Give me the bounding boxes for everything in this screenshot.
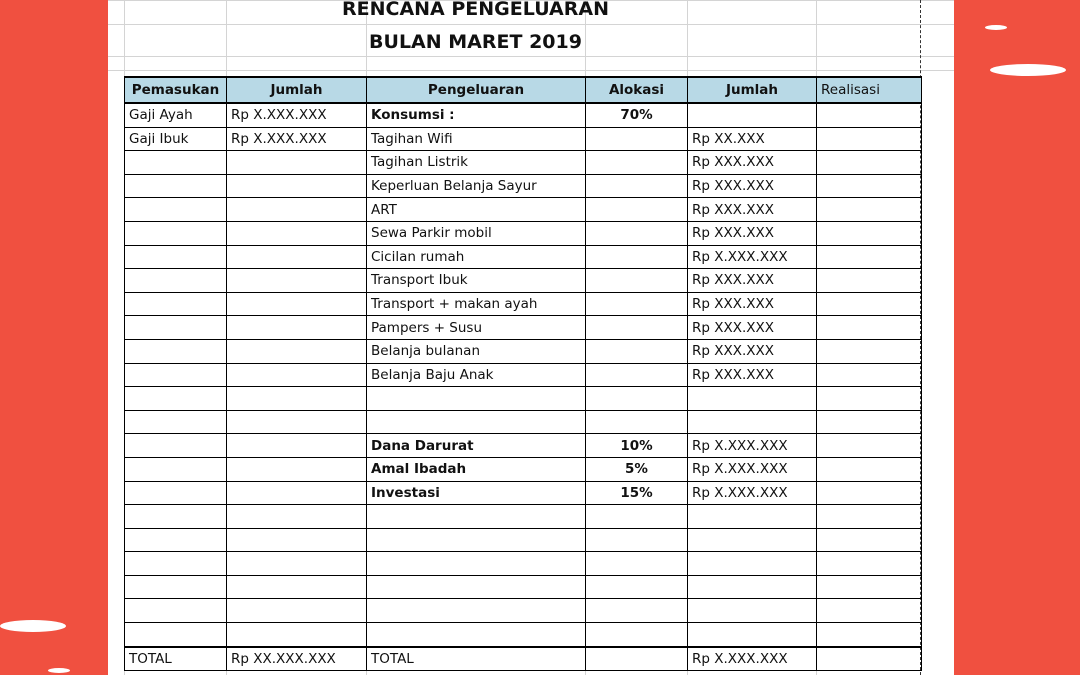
jumlah-pengeluaran-cell[interactable]	[688, 623, 817, 647]
table-row	[125, 339, 922, 363]
pemasukan-cell[interactable]	[125, 552, 227, 576]
sheet-subtitle: BULAN MARET 2019	[369, 31, 582, 53]
header-row	[125, 77, 922, 103]
pengeluaran-cell[interactable]: Keperluan Belanja Sayur	[367, 174, 586, 198]
alokasi-cell[interactable]	[586, 623, 688, 647]
pemasukan-cell[interactable]	[125, 599, 227, 623]
pemasukan-cell[interactable]	[125, 505, 227, 529]
total-realisasi-cell[interactable]	[817, 647, 922, 671]
jumlah-pemasukan-cell[interactable]: Rp X.XXX.XXX	[227, 103, 367, 127]
pengeluaran-cell[interactable]: Sewa Parkir mobil	[367, 221, 586, 245]
pengeluaran-cell[interactable]: Pampers + Susu	[367, 316, 586, 340]
jumlah-pengeluaran-cell[interactable]: Rp XXX.XXX	[688, 292, 817, 316]
pemasukan-cell[interactable]	[125, 269, 227, 293]
budget-table	[124, 76, 922, 671]
jumlah-pemasukan-cell[interactable]	[227, 434, 367, 458]
brush-stroke	[985, 25, 1007, 30]
alokasi-cell[interactable]: 15%	[586, 481, 688, 505]
pengeluaran-cell[interactable]: Transport + makan ayah	[367, 292, 586, 316]
realisasi-cell[interactable]	[817, 623, 922, 647]
realisasi-cell[interactable]	[817, 387, 922, 411]
realisasi-cell[interactable]	[817, 339, 922, 363]
alokasi-cell[interactable]	[586, 505, 688, 529]
jumlah-pengeluaran-cell[interactable]: Rp X.XXX.XXX	[688, 434, 817, 458]
table-row	[125, 151, 922, 175]
realisasi-cell[interactable]	[817, 316, 922, 340]
realisasi-cell[interactable]	[817, 599, 922, 623]
pengeluaran-cell[interactable]	[367, 575, 586, 599]
alokasi-cell[interactable]	[586, 198, 688, 222]
jumlah-pemasukan-cell[interactable]	[227, 410, 367, 434]
total-row	[125, 647, 922, 671]
alokasi-cell[interactable]: 5%	[586, 457, 688, 481]
jumlah-pemasukan-cell[interactable]	[227, 387, 367, 411]
pemasukan-cell[interactable]	[125, 623, 227, 647]
pemasukan-cell[interactable]	[125, 316, 227, 340]
jumlah-pengeluaran-cell[interactable]: Rp XXX.XXX	[688, 198, 817, 222]
pengeluaran-cell[interactable]	[367, 599, 586, 623]
realisasi-cell[interactable]	[817, 174, 922, 198]
pengeluaran-cell[interactable]: Dana Darurat	[367, 434, 586, 458]
pemasukan-cell[interactable]	[125, 221, 227, 245]
jumlah-pemasukan-cell[interactable]	[227, 481, 367, 505]
pengeluaran-cell[interactable]: Investasi	[367, 481, 586, 505]
jumlah-pengeluaran-cell[interactable]: Rp XXX.XXX	[688, 151, 817, 175]
jumlah-pemasukan-cell[interactable]	[227, 269, 367, 293]
jumlah-pengeluaran-cell[interactable]: Rp XXX.XXX	[688, 363, 817, 387]
jumlah-pengeluaran-cell[interactable]	[688, 410, 817, 434]
pemasukan-cell[interactable]: Gaji Ibuk	[125, 127, 227, 151]
realisasi-cell[interactable]	[817, 103, 922, 127]
table-row	[125, 292, 922, 316]
header-pengeluaran[interactable]: Pengeluaran	[367, 77, 586, 103]
brush-stroke	[0, 620, 66, 632]
realisasi-cell[interactable]	[817, 151, 922, 175]
jumlah-pemasukan-cell[interactable]	[227, 528, 367, 552]
jumlah-pengeluaran-cell[interactable]: Rp X.XXX.XXX	[688, 245, 817, 269]
pengeluaran-cell[interactable]	[367, 387, 586, 411]
total-pengeluaran-cell[interactable]: TOTAL	[367, 647, 586, 671]
table-row	[125, 103, 922, 127]
pemasukan-cell[interactable]	[125, 363, 227, 387]
jumlah-pemasukan-cell[interactable]	[227, 599, 367, 623]
jumlah-pemasukan-cell[interactable]	[227, 575, 367, 599]
jumlah-pemasukan-cell[interactable]	[227, 339, 367, 363]
table-row	[125, 221, 922, 245]
alokasi-cell[interactable]	[586, 387, 688, 411]
alokasi-cell[interactable]	[586, 552, 688, 576]
alokasi-cell[interactable]: 70%	[586, 103, 688, 127]
jumlah-pengeluaran-cell[interactable]: Rp XX.XXX	[688, 127, 817, 151]
table-row	[125, 198, 922, 222]
jumlah-pengeluaran-cell[interactable]: Rp X.XXX.XXX	[688, 457, 817, 481]
table-row	[125, 505, 922, 529]
jumlah-pemasukan-cell[interactable]	[227, 623, 367, 647]
header-jumlah-pengeluaran[interactable]: Jumlah	[688, 77, 817, 103]
realisasi-cell[interactable]	[817, 292, 922, 316]
realisasi-cell[interactable]	[817, 505, 922, 529]
pengeluaran-cell[interactable]	[367, 410, 586, 434]
alokasi-cell[interactable]	[586, 151, 688, 175]
pemasukan-cell[interactable]	[125, 151, 227, 175]
jumlah-pengeluaran-cell[interactable]: Rp X.XXX.XXX	[688, 481, 817, 505]
jumlah-pemasukan-cell[interactable]	[227, 151, 367, 175]
jumlah-pemasukan-cell[interactable]	[227, 316, 367, 340]
alokasi-cell[interactable]	[586, 410, 688, 434]
table-row	[125, 363, 922, 387]
table-row	[125, 434, 922, 458]
pemasukan-cell[interactable]	[125, 528, 227, 552]
table-row	[125, 127, 922, 151]
table-row	[125, 599, 922, 623]
pengeluaran-cell[interactable]	[367, 528, 586, 552]
header-pemasukan[interactable]: Pemasukan	[125, 77, 227, 103]
pengeluaran-cell[interactable]: Cicilan rumah	[367, 245, 586, 269]
jumlah-pemasukan-cell[interactable]	[227, 198, 367, 222]
jumlah-pemasukan-cell[interactable]	[227, 552, 367, 576]
realisasi-cell[interactable]	[817, 575, 922, 599]
spreadsheet	[108, 0, 954, 675]
jumlah-pengeluaran-cell[interactable]: Rp XXX.XXX	[688, 221, 817, 245]
header-alokasi[interactable]: Alokasi	[586, 77, 688, 103]
pemasukan-cell[interactable]	[125, 410, 227, 434]
realisasi-cell[interactable]	[817, 245, 922, 269]
jumlah-pemasukan-cell[interactable]	[227, 457, 367, 481]
table-row	[125, 174, 922, 198]
brush-stroke	[48, 668, 70, 673]
alokasi-cell[interactable]	[586, 127, 688, 151]
pemasukan-cell[interactable]	[125, 575, 227, 599]
jumlah-pemasukan-cell[interactable]	[227, 221, 367, 245]
realisasi-cell[interactable]	[817, 269, 922, 293]
pengeluaran-cell[interactable]: Tagihan Wifi	[367, 127, 586, 151]
jumlah-pemasukan-cell[interactable]: Rp X.XXX.XXX	[227, 127, 367, 151]
realisasi-cell[interactable]	[817, 127, 922, 151]
alokasi-cell[interactable]	[586, 245, 688, 269]
pemasukan-cell[interactable]	[125, 174, 227, 198]
pengeluaran-cell[interactable]: Amal Ibadah	[367, 457, 586, 481]
pemasukan-cell[interactable]	[125, 292, 227, 316]
pemasukan-cell[interactable]	[125, 245, 227, 269]
jumlah-pengeluaran-cell[interactable]: Rp XXX.XXX	[688, 339, 817, 363]
table-row	[125, 552, 922, 576]
realisasi-cell[interactable]	[817, 552, 922, 576]
header-realisasi[interactable]: Realisasi	[817, 77, 922, 103]
table-row	[125, 410, 922, 434]
jumlah-pengeluaran-cell[interactable]	[688, 528, 817, 552]
jumlah-pengeluaran-cell[interactable]	[688, 599, 817, 623]
jumlah-pemasukan-cell[interactable]	[227, 245, 367, 269]
pemasukan-cell[interactable]	[125, 387, 227, 411]
alokasi-cell[interactable]	[586, 221, 688, 245]
realisasi-cell[interactable]	[817, 410, 922, 434]
pengeluaran-cell[interactable]: Belanja bulanan	[367, 339, 586, 363]
alokasi-cell[interactable]: 10%	[586, 434, 688, 458]
alokasi-cell[interactable]	[586, 174, 688, 198]
jumlah-pemasukan-cell[interactable]	[227, 174, 367, 198]
alokasi-cell[interactable]	[586, 316, 688, 340]
table-row	[125, 316, 922, 340]
realisasi-cell[interactable]	[817, 457, 922, 481]
header-jumlah-pemasukan[interactable]: Jumlah	[227, 77, 367, 103]
table-row	[125, 481, 922, 505]
realisasi-cell[interactable]	[817, 434, 922, 458]
jumlah-pengeluaran-cell[interactable]	[688, 387, 817, 411]
pengeluaran-cell[interactable]	[367, 623, 586, 647]
table-row	[125, 528, 922, 552]
table-row	[125, 269, 922, 293]
pengeluaran-cell[interactable]	[367, 552, 586, 576]
alokasi-cell[interactable]	[586, 339, 688, 363]
pengeluaran-cell[interactable]: Belanja Baju Anak	[367, 363, 586, 387]
total-jumlah-pemasukan-cell[interactable]: Rp XX.XXX.XXX	[227, 647, 367, 671]
alokasi-cell[interactable]	[586, 599, 688, 623]
pemasukan-cell[interactable]	[125, 457, 227, 481]
alokasi-cell[interactable]	[586, 363, 688, 387]
pengeluaran-cell[interactable]: Transport Ibuk	[367, 269, 586, 293]
pemasukan-cell[interactable]	[125, 434, 227, 458]
brush-stroke	[990, 64, 1066, 76]
alokasi-cell[interactable]	[586, 269, 688, 293]
realisasi-cell[interactable]	[817, 363, 922, 387]
table-row	[125, 575, 922, 599]
table-row	[125, 387, 922, 411]
jumlah-pengeluaran-cell[interactable]: Rp XXX.XXX	[688, 269, 817, 293]
pemasukan-cell[interactable]	[125, 481, 227, 505]
pengeluaran-cell[interactable]: Konsumsi :	[367, 103, 586, 127]
alokasi-cell[interactable]	[586, 575, 688, 599]
alokasi-cell[interactable]	[586, 528, 688, 552]
jumlah-pengeluaran-cell[interactable]	[688, 575, 817, 599]
jumlah-pengeluaran-cell[interactable]	[688, 552, 817, 576]
jumlah-pengeluaran-cell[interactable]: Rp XXX.XXX	[688, 316, 817, 340]
table-row	[125, 245, 922, 269]
table-row	[125, 457, 922, 481]
realisasi-cell[interactable]	[817, 528, 922, 552]
table-row	[125, 623, 922, 647]
jumlah-pemasukan-cell[interactable]	[227, 363, 367, 387]
pengeluaran-cell[interactable]: ART	[367, 198, 586, 222]
pemasukan-cell[interactable]	[125, 339, 227, 363]
alokasi-cell[interactable]	[586, 292, 688, 316]
sheet-title: RENCANA PENGELUARAN	[342, 0, 609, 20]
realisasi-cell[interactable]	[817, 481, 922, 505]
pemasukan-cell[interactable]: Gaji Ayah	[125, 103, 227, 127]
pengeluaran-cell[interactable]	[367, 505, 586, 529]
jumlah-pemasukan-cell[interactable]	[227, 292, 367, 316]
jumlah-pengeluaran-cell[interactable]	[688, 103, 817, 127]
jumlah-pengeluaran-cell[interactable]: Rp XXX.XXX	[688, 174, 817, 198]
pengeluaran-cell[interactable]: Tagihan Listrik	[367, 151, 586, 175]
total-jumlah-pengeluaran-cell[interactable]: Rp X.XXX.XXX	[688, 647, 817, 671]
jumlah-pemasukan-cell[interactable]	[227, 505, 367, 529]
realisasi-cell[interactable]	[817, 221, 922, 245]
total-alokasi-cell[interactable]	[586, 647, 688, 671]
jumlah-pengeluaran-cell[interactable]	[688, 505, 817, 529]
realisasi-cell[interactable]	[817, 198, 922, 222]
pemasukan-cell[interactable]	[125, 198, 227, 222]
total-pemasukan-cell[interactable]: TOTAL	[125, 647, 227, 671]
